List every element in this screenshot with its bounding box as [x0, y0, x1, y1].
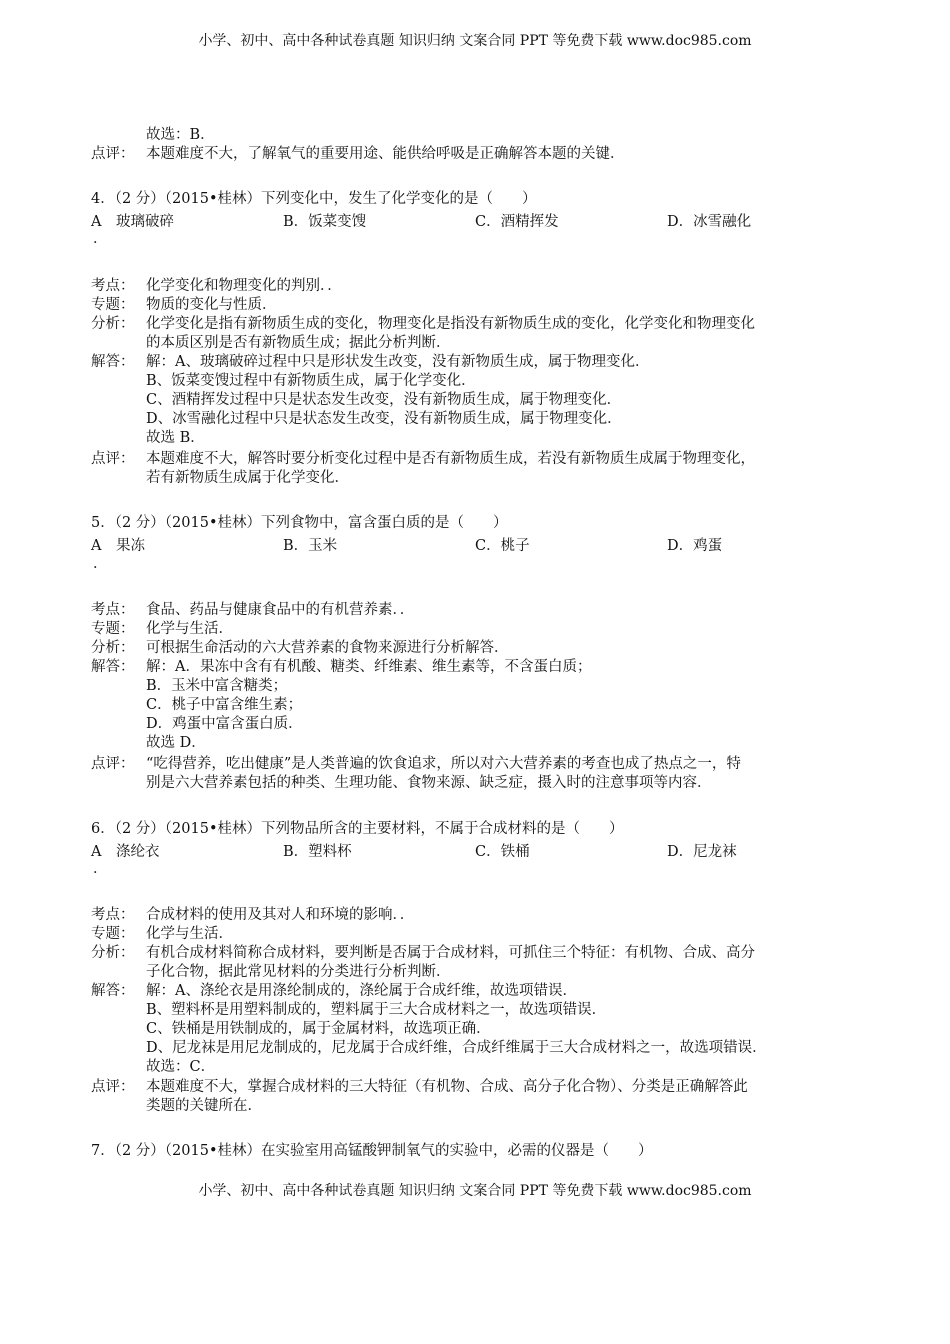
q4-dot: ．: [93, 231, 108, 247]
q5-option-b: B．玉米: [283, 538, 338, 554]
q4-jieda-line: B、饭菜变馊过程中有新物质生成，属于化学变化．: [146, 373, 476, 389]
q4-dianping-line: 本题难度不大，解答时要分析变化过程中是否有新物质生成，若没有新物质生成属于物理变化，: [146, 451, 755, 467]
q5-option-c: C．桃子: [475, 538, 530, 554]
q4-option-a: A 玻璃破碎: [91, 214, 174, 230]
q6-fenxi-label: 分析：: [91, 945, 135, 961]
q4-option-b: B．饭菜变馊: [283, 214, 367, 230]
q5-zhuanti: 化学与生活．: [146, 621, 233, 637]
q6-jieda-line: D、尼龙袜是用尼龙制成的，尼龙属于合成纤维，合成纤维属于三大合成材料之一，故选项错误．: [146, 1040, 767, 1056]
q6-zhuanti: 化学与生活．: [146, 926, 233, 942]
q3-comment-label: 点评：: [91, 146, 135, 162]
q4-fenxi-line: 的本质区别是否有新物质生成；据此分析判断．: [146, 335, 451, 351]
q5-stem: 5．（2 分）（2015•桂林）下列食物中，富含蛋白质的是（ ）: [91, 515, 508, 531]
q6-fenxi-line: 有机合成材料简称合成材料，要判断是否属于合成材料，可抓住三个特征：有机物、合成、高分: [146, 945, 755, 961]
q5-jieda-line: B．玉米中富含糖类；: [146, 678, 288, 694]
q6-option-c: C．铁桶: [475, 844, 530, 860]
q4-jieda-line: 故选 B．: [146, 430, 205, 446]
q4-kaodian: 化学变化和物理变化的判别．．: [146, 278, 342, 294]
q4-zhuanti-label: 专题：: [91, 297, 135, 313]
q6-fenxi-line: 子化合物，据此常见材料的分类进行分析判断．: [146, 964, 451, 980]
q4-fenxi-label: 分析：: [91, 316, 135, 332]
q5-kaodian-label: 考点：: [91, 602, 135, 618]
q5-jieda-line: 故选 D．: [146, 735, 206, 751]
q6-kaodian: 合成材料的使用及其对人和环境的影响．．: [146, 907, 415, 923]
q5-dot: ．: [93, 556, 108, 572]
q5-jieda-line: D．鸡蛋中富含蛋白质．: [146, 716, 303, 732]
q6-stem: 6．（2 分）（2015•桂林）下列物品所含的主要材料，不属于合成材料的是（ ）: [91, 821, 624, 837]
q6-jieda-line: 解：A、涤纶衣是用涤纶制成的，涤纶属于合成纤维，故选项错误．: [146, 983, 577, 999]
q4-jieda-label: 解答：: [91, 354, 135, 370]
q6-jieda-label: 解答：: [91, 983, 135, 999]
q6-jieda-line: B、塑料杯是用塑料制成的，塑料属于三大合成材料之一，故选项错误．: [146, 1002, 607, 1018]
q6-kaodian-label: 考点：: [91, 907, 135, 923]
q5-kaodian: 食品、药品与健康食品中的有机营养素．．: [146, 602, 415, 618]
q6-dianping-line: 本题难度不大，掌握合成材料的三大特征（有机物、合成、高分子化合物）、分类是正确解答此: [146, 1079, 748, 1095]
q4-dianping-label: 点评：: [91, 451, 135, 467]
q4-jieda-line: 解：A、玻璃破碎过程中只是形状发生改变，没有新物质生成，属于物理变化．: [146, 354, 650, 370]
q6-jieda-line: 故选：C．: [146, 1059, 216, 1075]
q3-answer: 故选：B．: [146, 127, 215, 143]
q6-option-a: A 涤纶衣: [91, 844, 160, 860]
q4-zhuanti: 物质的变化与性质．: [146, 297, 277, 313]
q4-jieda-line: D、冰雪融化过程中只是状态发生改变，没有新物质生成，属于物理变化．: [146, 411, 622, 427]
q4-dianping-line: 若有新物质生成属于化学变化．: [146, 470, 349, 486]
q5-option-d: D．鸡蛋: [667, 538, 723, 554]
q4-jieda-line: C、酒精挥发过程中只是状态发生改变，没有新物质生成，属于物理变化．: [146, 392, 622, 408]
page-footer: 小学、初中、高中各种试卷真题 知识归纳 文案合同 PPT 等免费下载 www.doc985.com: [198, 1183, 752, 1199]
q7-stem: 7．（2 分）（2015•桂林）在实验室用高锰酸钾制氧气的实验中，必需的仪器是（ ）: [91, 1143, 653, 1159]
q5-jieda-label: 解答：: [91, 659, 135, 675]
q6-option-b: B．塑料杯: [283, 844, 352, 860]
q5-jieda-line: 解：A．果冻中含有有机酸、糖类、纤维素、维生素等，不含蛋白质；: [146, 659, 592, 675]
q5-option-a: A 果冻: [91, 538, 145, 554]
q6-dianping-label: 点评：: [91, 1079, 135, 1095]
q4-option-c: C．酒精挥发: [475, 214, 559, 230]
q5-dianping-label: 点评：: [91, 756, 135, 772]
q5-fenxi-label: 分析：: [91, 640, 135, 656]
q4-kaodian-label: 考点：: [91, 278, 135, 294]
q5-dianping-line: “吃得营养，吃出健康”是人类普遍的饮食追求，所以对六大营养素的考查也成了热点之一，特: [146, 756, 741, 772]
q4-option-d: D．冰雪融化: [667, 214, 752, 230]
q6-dot: ．: [93, 861, 108, 877]
q5-jieda-line: C．桃子中富含维生素；: [146, 697, 303, 713]
q6-zhuanti-label: 专题：: [91, 926, 135, 942]
q5-zhuanti-label: 专题：: [91, 621, 135, 637]
q6-dianping-line: 类题的关键所在．: [146, 1098, 262, 1114]
q4-stem: 4．（2 分）（2015•桂林）下列变化中，发生了化学变化的是（ ）: [91, 191, 537, 207]
q4-fenxi-line: 化学变化是指有新物质生成的变化，物理变化是指没有新物质生成的变化，化学变化和物理变化: [146, 316, 755, 332]
q5-dianping-line: 别是六大营养素包括的种类、生理功能、食物来源、缺乏症，摄入时的注意事项等内容．: [146, 775, 712, 791]
q6-option-d: D．尼龙袜: [667, 844, 737, 860]
q5-fenxi-line: 可根据生命活动的六大营养素的食物来源进行分析解答．: [146, 640, 509, 656]
page-header: 小学、初中、高中各种试卷真题 知识归纳 文案合同 PPT 等免费下载 www.doc985.com: [198, 33, 752, 49]
q6-jieda-line: C、铁桶是用铁制成的，属于金属材料，故选项正确．: [146, 1021, 491, 1037]
q3-comment: 本题难度不大，了解氧气的重要用途、能供给呼吸是正确解答本题的关键．: [146, 146, 625, 162]
